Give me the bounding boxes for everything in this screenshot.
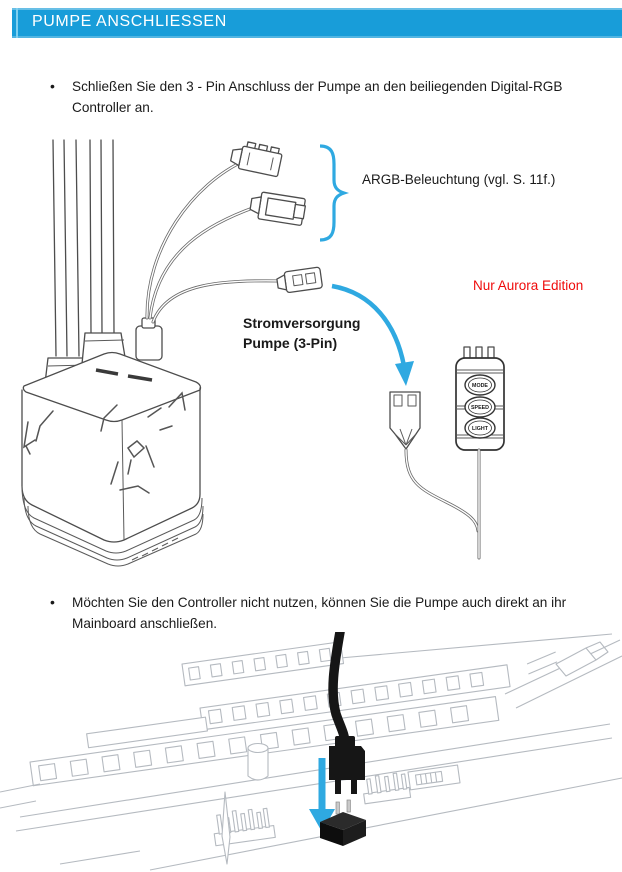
- bullet-item: [50, 592, 602, 634]
- brace-icon: [320, 146, 344, 240]
- board-pin: [222, 792, 230, 864]
- aurora-edition-label: Nur Aurora Edition: [473, 278, 584, 293]
- bullet-text: Möchten Sie den Controller nicht nutzen, können Sie die Pumpe auch direkt an ihr Mainboard anschließen.: [72, 595, 567, 631]
- pump-power-connector: [276, 267, 322, 294]
- light-button[interactable]: [465, 418, 495, 438]
- controller-socket-connector: [390, 392, 420, 449]
- pump-figure-illustration: [0, 130, 622, 580]
- section-header-bar: [12, 8, 622, 38]
- pump-body: [22, 318, 203, 566]
- bullet-marker: •: [50, 594, 55, 610]
- fan-header-socket: [320, 800, 366, 846]
- pump-cable-port: [136, 326, 162, 360]
- rgb-controller: [456, 347, 504, 558]
- svg-text:MODE: MODE: [472, 383, 488, 389]
- page-title: PUMPE ANSCHLIESSEN: [32, 13, 227, 30]
- argb-label: ARGB-Beleuchtung (vgl. S. 11f.): [362, 172, 556, 187]
- argb-connector-female: [229, 139, 283, 177]
- header-accent-stripe: [16, 8, 18, 38]
- svg-text:LIGHT: LIGHT: [472, 426, 488, 432]
- power-label-line2: Pumpe (3-Pin): [243, 335, 338, 351]
- power-label: [243, 313, 360, 353]
- mainboard-figure-illustration: [0, 632, 622, 872]
- pin-header: [211, 806, 275, 846]
- svg-text:SPEED: SPEED: [471, 405, 489, 411]
- power-label-line1: Stromversorgung: [243, 315, 361, 331]
- pump-cables: [147, 160, 284, 322]
- power-plug: [329, 736, 365, 794]
- argb-connector-male: [249, 191, 307, 226]
- mainboard-illustration: [0, 634, 622, 870]
- bullet-marker: •: [50, 78, 55, 94]
- bullet-item: [50, 76, 602, 118]
- mode-button[interactable]: [465, 375, 495, 395]
- ram-slot: [182, 642, 344, 686]
- capacitor: [248, 744, 268, 781]
- bullet-text: Schließen Sie den 3 - Pin Anschluss der Pumpe an den beiliegenden Digital-RGB Controller an.: [72, 79, 563, 115]
